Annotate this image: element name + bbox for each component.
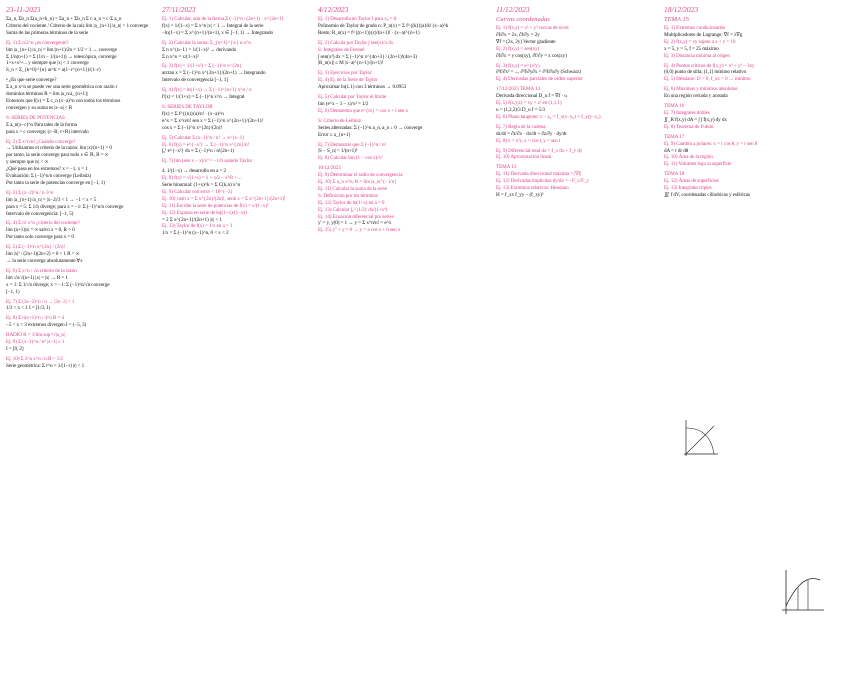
note-line: Ej. 8) Σ n(x+1)^n / 4^n R = 4 bbox=[6, 315, 64, 322]
note-line: −ln(1−x) = Σ x^{n+1}/(n+1), x ∈ [−1, 1) → Integrando bbox=[162, 29, 274, 36]
note-line: Ej. 6) Σ x^n / √n criterio de la razón bbox=[6, 267, 77, 274]
note-line: para x = 5: Σ 1/n diverge; para x = −1: Σ (−1)^n/n converge bbox=[6, 203, 124, 210]
note-line: Ej. 15) y'' + y = 0 → y = a cos x + b sen x bbox=[318, 227, 401, 234]
note-line: Ej. 9) Diferencial total dz = f_x dx + f_y dy bbox=[496, 147, 583, 154]
note-line: Ej. 3) f(x,y) = e^{x²y} bbox=[496, 62, 541, 69]
column-lines bbox=[318, 16, 488, 234]
note-line: S_n = Σ_{k=0}^{n} ar^k = a(1−r^{n+1})/(1−r) bbox=[6, 67, 101, 74]
region-sketch-figure bbox=[778, 566, 828, 616]
note-line: Ej. 10) Σ 2^n x^n / n R = 1/2 bbox=[6, 355, 63, 362]
note-line: H = f_xx f_yy − (f_xy)² bbox=[496, 191, 544, 198]
note-line: TEMA 17 bbox=[664, 133, 685, 140]
note-line: Ej. 9) Σ (x−1)^n / n² |x−1| ≤ 1 bbox=[6, 339, 65, 346]
note-line: Por tanto solo converge para x = 0 bbox=[6, 234, 74, 241]
note-line: Ej. 12) Derivadas implícitas dy/dx = −F_x/F_y bbox=[496, 178, 589, 185]
note-line: Ej. 10) Área de la región bbox=[664, 154, 713, 161]
note-line: u = (1,2,2)/3 D_u f = 5/3 bbox=[496, 106, 545, 113]
note-line: Ej. 7) Regla de la cadena bbox=[496, 123, 546, 130]
note-line: → la serie converge absolutamente ∀x bbox=[6, 258, 83, 264]
note-line: Ej. 1) f(x,y) = x² + y² curvas de nivel bbox=[496, 25, 569, 31]
note-line: f'(x) = 1/(1+x) = Σ (−1)^n x^n → Integral bbox=[162, 94, 245, 101]
note-line: f(x) = Σ f^{(n)}(a)/n! · (x−a)^n bbox=[162, 110, 224, 117]
notes-column-3 bbox=[318, 4, 488, 686]
note-line: arctan x = Σ (−1)^n x^{2n+1}/(2n+1) → Integrando bbox=[162, 70, 266, 77]
note-line: Ej. 1) Calcular, aún de la forma Σ (−1)^n / (2n+1) · x^{2n+1} bbox=[162, 16, 284, 22]
note-line: Ej. 11) Calcular la suma de la serie bbox=[318, 185, 387, 192]
note-line: ∂f/∂x = 2x, ∂f/∂y = 2y bbox=[496, 31, 540, 38]
note-line: (0,0) punto de silla; (1,1) mínimo relativo bbox=[664, 69, 747, 76]
note-line: S: SERIES DE POTENCIAS bbox=[6, 114, 65, 121]
note-line: ∭ f dV, coordenadas cilíndricas y esféricas bbox=[664, 191, 750, 198]
column-date: 27/11/2023 bbox=[162, 5, 196, 14]
note-line: 1/x = Σ (−1)^n (x−1)^n, 0 < x < 2 bbox=[162, 230, 229, 237]
note-line: Polinomio de Taylor de grado n: P_n(x) = Σ f^{(k)}(a)/k! (x−a)^k bbox=[318, 22, 449, 29]
note-line: Ej. 1) Extremos condicionados bbox=[664, 25, 726, 31]
note-line: x = 1: Σ 1/√n diverge; x = −1: Σ (−1)^n/√n converge bbox=[6, 281, 110, 288]
note-line: S: Criterio de Leibniz bbox=[318, 117, 361, 124]
note-line: Ej. 13) Integrales triples bbox=[664, 185, 712, 192]
column-lines bbox=[664, 25, 844, 199]
note-line: Ej. 1) Σ n/2^n ¿es convergente? bbox=[6, 39, 69, 46]
note-line: para x = c converge; (c−R, c+R) intervalo bbox=[6, 128, 89, 135]
note-line: [−1, 1) bbox=[6, 288, 20, 295]
note-line: → Utilizamos el criterio de la razón: lim |x|/(n+1) = 0 bbox=[6, 145, 112, 152]
note-line: dA = r dr dθ bbox=[664, 147, 689, 154]
note-line: 17/12/2023 TEMA 14 bbox=[496, 86, 540, 93]
note-line: Ej. 5) Hessiano: D > 0, f_xx > 0 → mínimo bbox=[664, 76, 751, 83]
note-line: Ej. 12) Expresa en serie de ln((1+x)/(1−x)) bbox=[162, 209, 247, 216]
note-line: Σ a_n(x−c)^n Para tales de la forma bbox=[6, 121, 77, 128]
note-line: • ¿Es que serie converge? bbox=[6, 77, 57, 84]
note-line: Derivada direccional D_u f = ∇f · u bbox=[496, 93, 567, 100]
note-line: dz/dt = ∂z/∂x · dx/dt + ∂z/∂y · dy/dt bbox=[496, 130, 567, 137]
note-line: Entonces que f(x) = Σ c_n (x−a)^n con todos los términos bbox=[6, 97, 121, 104]
note-line: Error ≤ a_{n+1} bbox=[318, 131, 351, 138]
note-line: ¿Qué pasa en los extremos? x = −1, x = 1 bbox=[6, 166, 88, 173]
note-line: Ej. 9) Calcular con error < 10^{−3} bbox=[162, 188, 233, 195]
note-line: convergen y su suma es |x−a| < R bbox=[6, 104, 73, 111]
polar-sketch-figure bbox=[680, 418, 720, 458]
note-line: Ej. 2) f(x,y) = sen(xy) bbox=[496, 45, 540, 52]
note-line: por tanto, la serie converge para todo x ∈ ℝ, R = ∞ bbox=[6, 152, 109, 159]
column-date: 4/12/2023 bbox=[318, 5, 349, 14]
note-line: Aproximar ln(1.1) con 3 términos → 0.0953 bbox=[318, 84, 407, 91]
note-line: Ej. 8) Calcular lim (1 − cos x)/x² bbox=[318, 155, 383, 162]
notes-column-2 bbox=[162, 4, 314, 686]
column-lines bbox=[496, 25, 658, 199]
note-line: ∫ sen(x²) dx = Σ (−1)^n x^{4n+3} / (2n+1)!(4n+3) bbox=[318, 53, 417, 60]
note-line: Resto: R_n(x) = f^{(n+1)}(c)/(n+1)! · (x−a)^{n+1} bbox=[318, 29, 421, 36]
note-line: Ej. 2) Σ x^n/n! ¿Cuándo converge? bbox=[6, 138, 76, 145]
note-line: En una región cerrada y acotada bbox=[664, 93, 728, 100]
note-line: S: Integrales de Fresnel bbox=[318, 46, 365, 53]
note-line: 1/3 < x < 1 I = [1/3, 1) bbox=[6, 305, 51, 312]
note-line: Multiplicadores de Lagrange: ∇f = λ∇g bbox=[664, 31, 743, 38]
note-line: Ej. 6) Demuestra que e^{ix} = cos x + i sen x bbox=[318, 107, 409, 114]
note-line: Ej. 3) f(x) = 1/(1+x²) = Σ (−1)^n x^{2n} bbox=[162, 63, 242, 70]
note-line: Ej. 3) Ejercicios por Taylor bbox=[318, 70, 372, 77]
column-lines bbox=[6, 16, 156, 370]
note-line: lim (n+1)|x| = ∞ salvo x = 0, R = 0 bbox=[6, 227, 75, 234]
note-line: = 2 Σ x^{2n+1}/(2n+1) |x| < 1 bbox=[162, 216, 222, 223]
note-line: Intervalo de convergencia: [−1, 5) bbox=[6, 210, 74, 217]
note-line: I = [0, 2] bbox=[6, 345, 24, 352]
note-line: ∫₀¹ e^{−x²} dx ≈ Σ (−1)^n / n!(2n+1) bbox=[162, 148, 235, 155]
note-line: |S − S_n| < 1/(n+1)² bbox=[318, 148, 358, 155]
note-line: Ej. 6) Plano tangente: z − z₀ = f_x(x−x₀) + f_y(y−y₀) bbox=[496, 113, 601, 120]
note-line: Ej. 2) Calcula por Taylor ∫ sen(x)/x dx bbox=[318, 39, 394, 46]
note-line: ∇f = (2x, 2y) Vector gradiente bbox=[496, 38, 556, 45]
note-line: 1+x+x²+... y siempre que |x| < 1 converge bbox=[6, 60, 89, 67]
note-line: Ej. 11) Derivada direccional máxima = |∇f| bbox=[496, 171, 582, 178]
note-line: x = 5, y = 5, f = 25 máximo bbox=[664, 45, 719, 52]
note-line: Σa_n, Σb_n Σ(a_n+b_n) = Σa_n + Σb_n Σ c·a_n = c·Σ a_n bbox=[6, 16, 122, 22]
note-line: Ej. 12) Áreas de superficies bbox=[664, 178, 719, 185]
note-line: Ej. 2) Calcular la suma: Σ_{n=1}^{∞} n x^n bbox=[162, 39, 251, 46]
note-line: Ej. 9) Determinar el radio de convergencia bbox=[318, 172, 403, 179]
column-date: 11/12/2023 bbox=[496, 5, 530, 14]
note-line: Σ a_n x^n se puede ver una serie geométrica con razón r bbox=[6, 84, 118, 91]
note-line: lim |x|² / (2n+1)(2n+2) = 0 < 1 R = ∞ bbox=[6, 251, 80, 258]
note-line: e^x = Σ x^n/n! sen x = Σ (−1)^n x^{2n+1}/(2n+1)! bbox=[162, 117, 264, 124]
note-line: TEMA 18 bbox=[664, 171, 685, 178]
note-line: Ej. 14) Ecuación diferencial por series bbox=[318, 213, 394, 220]
note-line: Σ n x^n = x/(1−x)² bbox=[162, 53, 199, 60]
note-line: S: Definición por los términos bbox=[318, 192, 378, 199]
note-line: Ej. 1) Desarrolla en Taylor f para x₀ = 0 bbox=[318, 16, 397, 22]
note-line: Ej. 13) Extremos relativos: Hessiano bbox=[496, 185, 569, 192]
note-line: S: SERIES DE TAYLOR bbox=[162, 103, 213, 110]
note-line: Ej. 4) Σ n! x^n ¿criterio del cociente? bbox=[6, 220, 80, 227]
note-line: Ej. 7) Σ (3x−2)^n / n → |3x−2| < 1 bbox=[6, 298, 75, 305]
column-topic: TEMA 15 bbox=[664, 16, 689, 23]
note-line: Evaluación: Σ (−1)^n/n converge (Leibniz) bbox=[6, 173, 92, 180]
note-line: −5 < x < 3 extremos divergen I = (−5, 3) bbox=[6, 322, 87, 329]
note-line: Ej. 4) Puntos críticos de f(x,y) = x³ + y³ − 3xy bbox=[664, 62, 755, 69]
note-line: lim |a_{n+1}/a_n| = lim (n+1)/2n = 1/2 < 1 → converge bbox=[6, 46, 117, 53]
note-line: 4. 1/(1−x) → desarrollo en a = 2 bbox=[162, 168, 227, 175]
column-date: 23-11-2023 bbox=[6, 5, 41, 14]
note-line: |R_n(x)| ≤ M |x−a|^{n+1}/(n+1)! bbox=[318, 60, 384, 67]
note-line: Ej. 7) Integrales dobles bbox=[664, 109, 710, 116]
note-line: cos x = Σ (−1)^n x^{2n}/(2n)! bbox=[162, 124, 223, 131]
note-line: Ej. 7) lim (sen x − x)/x³ = −1/6 usando Taylor bbox=[162, 158, 253, 165]
note-line: Ej. 13) Calcular ∫₀^{1/2} dx/(1+x⁴) bbox=[318, 206, 388, 213]
note-line: Serie geométrica: Σ r^n = 1/(1−r) |r| < 1 bbox=[6, 362, 85, 369]
note-line: Ej. 3) Σ (x−2)^n / n·3^n bbox=[6, 189, 54, 196]
note-line: y siempre que |x| < ∞ bbox=[6, 159, 49, 166]
note-line: Ej. 3) Distancia mínima al origen bbox=[664, 52, 730, 59]
note-line: 10/12/2023 bbox=[318, 165, 341, 172]
note-line: Series alternadas: Σ (−1)^n a_n, a_n ↓ 0 → converge bbox=[318, 124, 423, 131]
note-line: Ej. 5) Calcular Σ (x−1)^n / n! → e^{x−1} bbox=[162, 134, 245, 141]
note-line: Σ 1/n(n+1) = Σ (1/n − 1/(n+1)) → telescópica, converge bbox=[6, 53, 117, 60]
note-line: Ej. 9) Cambio a polares: x = r cos θ, y = r sen θ bbox=[664, 140, 758, 147]
note-line: Ej. 11) Volumen bajo la superficie bbox=[664, 161, 732, 168]
note-line: ∬_R f(x,y) dA = ∫ ∫ f(x,y) dy dx bbox=[664, 116, 727, 123]
note-line: TEMA 16 bbox=[664, 103, 685, 110]
note-line: Ej. 7) Demostrar que Σ (−1)^n / n² bbox=[318, 141, 386, 148]
note-line: Ej. 4) f(x) = ln(1+x) → Σ (−1)^{n+1} x^n / n bbox=[162, 87, 252, 94]
note-line: Ej. 5) Σ (−1)^n x^{2n} / (2n)! bbox=[6, 244, 66, 251]
note-line: ∂f/∂x = y cos(xy), ∂f/∂y = x cos(xy) bbox=[496, 52, 567, 59]
note-line: Ej. 4) Ej. de la Serie de Taylor bbox=[318, 77, 378, 84]
note-line: RADIO R = 1/lim sup ⁿ√|a_n| bbox=[6, 332, 65, 339]
note-line: Ej. 10) Aproximación lineal bbox=[496, 154, 552, 161]
note-line: Σ n x^{n−1} = 1/(1−x)² → derivando bbox=[162, 46, 237, 53]
note-line: ∂²f/∂x² = ..., ∂²f/∂y∂x = ∂²f/∂x∂y (Schwarz) bbox=[496, 69, 581, 76]
note-line: Ej. 2) f(x,y) = xy sujeto a x + y = 10 bbox=[664, 38, 736, 45]
note-line: Serie binomial: (1+x)^k = Σ C(k,n) x^n bbox=[162, 182, 241, 189]
note-line: y' = y, y(0) = 1 → y = Σ x^n/n! = e^x bbox=[318, 220, 392, 227]
note-line: Ej. 8) f(x) = √(1+x) = 1 + x/2 − x²/8 + ... bbox=[162, 175, 242, 182]
note-line: Por tanto la serie de potencias converge en [−1, 1) bbox=[6, 179, 105, 186]
column-topic: Curvas coordenadas bbox=[496, 16, 550, 23]
note-line: Ej. 5) Calcular por Taylor el límite bbox=[318, 94, 387, 101]
note-line: Ej. 8) z = x²y, x = cos t, y = sen t bbox=[496, 137, 561, 144]
note-line: Ej. 11) Escribe la serie de potencias de f(x) = x/(1−x)² bbox=[162, 202, 269, 209]
note-line: Ej. 8) Teorema de Fubini bbox=[664, 123, 714, 130]
note-line: Intervalo de convergencia [−1, 1] bbox=[162, 77, 228, 84]
note-line: f(x) = 1/(1−x) = Σ x^n |x| < 1 → Integral de la serie bbox=[162, 22, 264, 29]
note-line: Ej. 10) Σ a_n x^n, R = lim |a_n|^{−1/n} bbox=[318, 179, 397, 186]
note-line: lim |a_{n+1}/a_n| = |x−2|/3 < 1 → −1 < x < 5 bbox=[6, 196, 97, 203]
note-line: Ej. 6) Máximos y mínimos absolutos bbox=[664, 86, 738, 93]
notes-column-1 bbox=[6, 4, 156, 686]
column-lines bbox=[162, 16, 314, 237]
note-line: TEMA 13 bbox=[496, 164, 517, 171]
note-line: lim (e^x − 1 − x)/x² = 1/2 bbox=[318, 100, 369, 107]
notes-column-4 bbox=[496, 4, 658, 686]
column-date: 18/12/2023 bbox=[664, 5, 699, 14]
note-line: Ej. 12) Taylor de ln(1+x) en a = 0 bbox=[318, 199, 385, 206]
note-line: Ej. 5) f(x,y,z) = xy + z² en (1,1,1) bbox=[496, 100, 562, 107]
note-line: Ej. 4) Derivadas parciales de orden superior bbox=[496, 76, 583, 83]
note-line: lim √n/√(n+1) |x| = |x| → R = 1 bbox=[6, 274, 68, 281]
note-line: Criterio del cociente / Criterio de la raíz lim |a_{n+1}/a_n| < 1 converge bbox=[6, 22, 149, 29]
note-line: Suma de las primeras términos de la serie bbox=[6, 29, 89, 36]
note-line: Ej. 6) f(x) = e^{−x²} → Σ (−1)^n x^{2n}/n! bbox=[162, 141, 250, 148]
note-line: Ej. 10) cosh x = Σ x^{2n}/(2n)!, senh x = Σ x^{2n+1}/(2n+1)! bbox=[162, 195, 286, 202]
note-line: Ej. 13) Taylor de f(x) = 1/x en a = 1 bbox=[162, 223, 233, 230]
note-line: dominios términos R = lim |a_n/a_{n+1}| bbox=[6, 91, 89, 98]
